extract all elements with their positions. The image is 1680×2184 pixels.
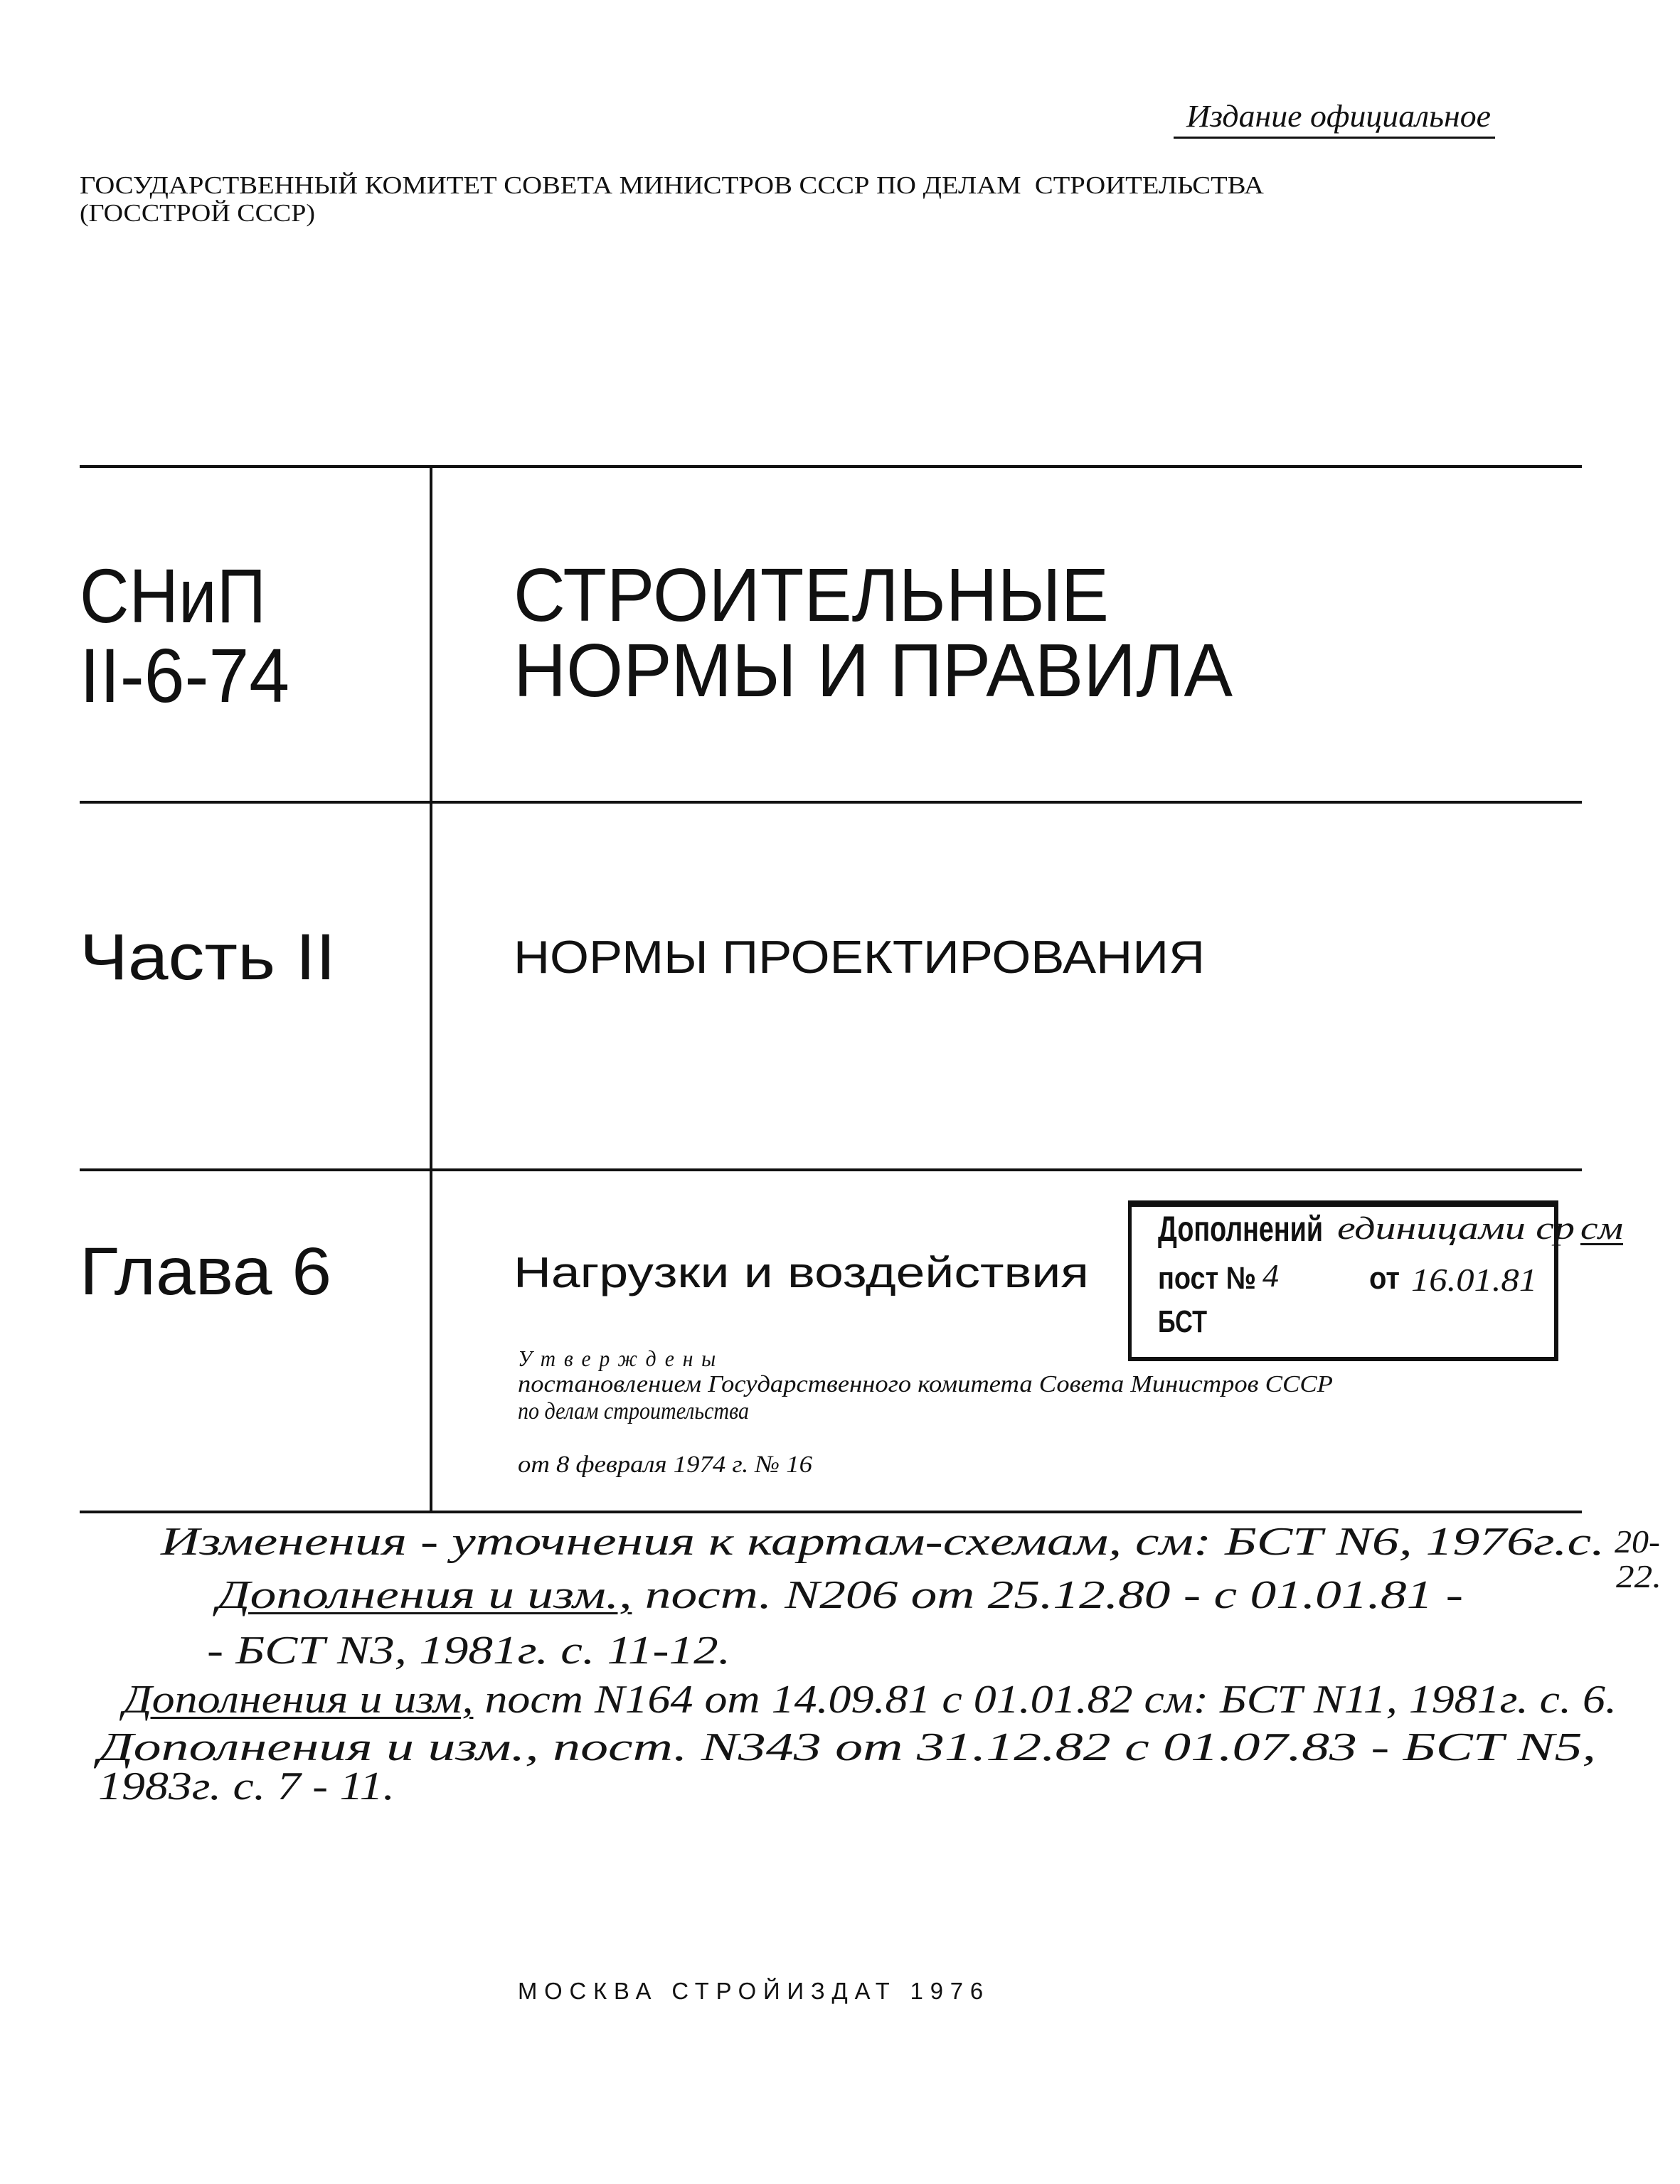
stamp-printed-source: БСТ [1158,1304,1208,1339]
stamp-printed-from: от [1369,1261,1400,1296]
stamp-printed-post: пост № [1158,1261,1257,1296]
handwritten-note-text: пост. N206 от 25.12.80 - с 01.01.81 - [644,1573,1464,1617]
part-title: НОРМЫ ПРОЕКТИРОВАНИЯ [514,931,1205,983]
horizontal-rule-bottom [80,1511,1582,1513]
horizontal-rule-top [80,465,1582,468]
edition-note-underline [1174,137,1495,139]
code-number: II-6-74 [80,632,290,718]
stamp-handwritten-title: единицами ср [1337,1210,1575,1246]
chapter-label: Глава 6 [80,1234,332,1309]
stamp-printed-title: Дополнений [1158,1209,1323,1249]
approval-heading: Утверждены [518,1346,725,1371]
approval-line: по делам строительства [518,1398,749,1424]
approval-date: от 8 февраля 1974 г. № 16 [518,1451,813,1478]
stamp-handwritten-date: 16.01.81 [1411,1262,1538,1298]
handwritten-note: - БСТ N3, 1981г. с. 11-12. [207,1629,730,1673]
handwritten-note [123,1678,1617,1721]
stamp-post-number: 4 [1262,1257,1279,1294]
series-title-line: СТРОИТЕЛЬНЫЕ [514,553,1109,637]
stamp-handwritten-underlined: см [1580,1210,1624,1246]
handwritten-note: 1983г. с. 7 - 11. [98,1764,395,1809]
handwritten-note-text: пост N164 от 14.09.81 с 01.01.82 см: БСТ N11, 1981г. с. 6. [484,1678,1617,1722]
code-designation: СНиП [80,553,267,639]
handwritten-note-underlined: Дополнения и изм, [123,1678,474,1722]
imprint: МОСКВА СТРОЙИЗДАТ 1976 [518,1978,990,2004]
publisher-header-line: ГОСУДАРСТВЕННЫЙ КОМИТЕТ СОВЕТА МИНИСТРОВ СССР ПО ДЕЛАМ СТРОИТЕЛЬСТВА [80,171,1264,199]
part-label: Часть II [80,921,336,994]
edition-note: Издание официальное [1186,99,1491,134]
handwritten-note: Изменения - уточнения к картам-схемам, см: БСТ N6, 1976г.с. [161,1520,1605,1564]
handwritten-note-pages: 20- [1615,1523,1661,1560]
chapter-title: Нагрузки и воздействия [514,1249,1089,1296]
handwritten-note-underlined: Дополнения и изм., [217,1573,632,1617]
approval-line: постановлением Государственного комитета Совета Министров СССР [518,1371,1333,1397]
vertical-rule [430,465,432,1513]
publisher-header-abbreviation: (ГОССТРОЙ СССР) [80,199,315,227]
handwritten-note-pages: 22. [1616,1558,1662,1594]
horizontal-rule-part [80,801,1582,804]
series-title-line: НОРМЫ И ПРАВИЛА [514,629,1233,713]
horizontal-rule-chapter [80,1168,1582,1171]
handwritten-note: Дополнения и изм., пост. N343 от 31.12.82 с 01.07.83 - БСТ N5, [98,1725,1596,1769]
handwritten-note [217,1574,1463,1616]
